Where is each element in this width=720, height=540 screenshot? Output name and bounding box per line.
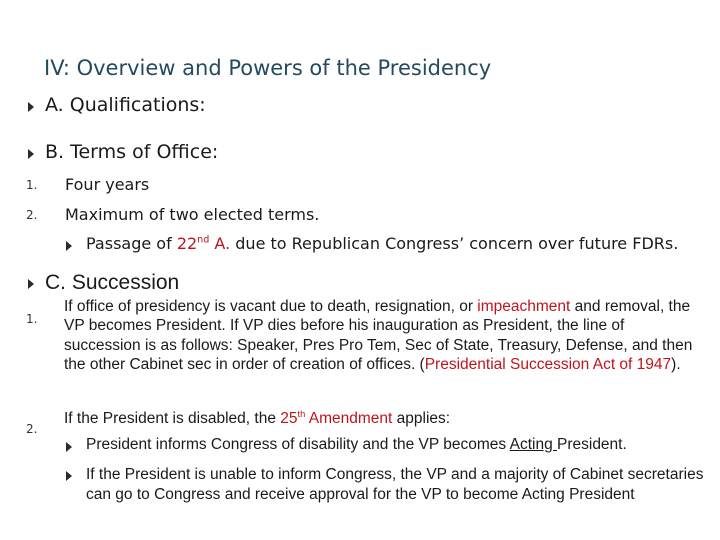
bullet-arrow-icon bbox=[66, 471, 72, 481]
sub-item-22nd-amendment: Passage of 22nd A. due to Republican Congress’ concern over future FDRs. bbox=[86, 234, 679, 253]
list-number: 2. bbox=[26, 422, 38, 436]
list-number: 1. bbox=[26, 178, 38, 192]
sub-item-cabinet-approval: If the President is unable to inform Congress, the VP and a majority of Cabinet secretaries can go to Congress and receive approval for the VP to become Acting President bbox=[86, 466, 704, 503]
heading-terms-of-office: B. Terms of Office: bbox=[45, 141, 219, 163]
list-number: 1. bbox=[26, 312, 38, 326]
bullet-arrow-icon bbox=[28, 279, 34, 289]
heading-qualifications: A. Qualifications: bbox=[45, 94, 206, 116]
list-item-vacancy: If office of presidency is vacant due to death, resignation, or impeachment and removal, the VP becomes President. If VP dies before his inauguration as President, the line of succession is as follows: Speaker, Pres Pro Tem, Sec of State, Treasury, Defense, and then the other Cabinet sec in order of creation of offices. (Presidential Succession Act of 1947). bbox=[64, 298, 693, 373]
sub-item-acting-president: President informs Congress of disability and the VP becomes Acting President. bbox=[86, 436, 627, 453]
bullet-arrow-icon bbox=[66, 241, 72, 251]
heading-succession: C. Succession bbox=[45, 271, 180, 294]
list-item-four-years: Four years bbox=[65, 175, 150, 194]
list-item-max-terms: Maximum of two elected terms. bbox=[65, 205, 320, 224]
bullet-arrow-icon bbox=[66, 442, 72, 452]
slide-title: IV: Overview and Powers of the Presidency bbox=[44, 56, 492, 80]
list-item-disability: If the President is disabled, the 25th Amendment applies: bbox=[64, 408, 451, 427]
bullet-arrow-icon bbox=[28, 149, 34, 159]
list-number: 2. bbox=[26, 208, 38, 222]
bullet-arrow-icon bbox=[28, 102, 34, 112]
